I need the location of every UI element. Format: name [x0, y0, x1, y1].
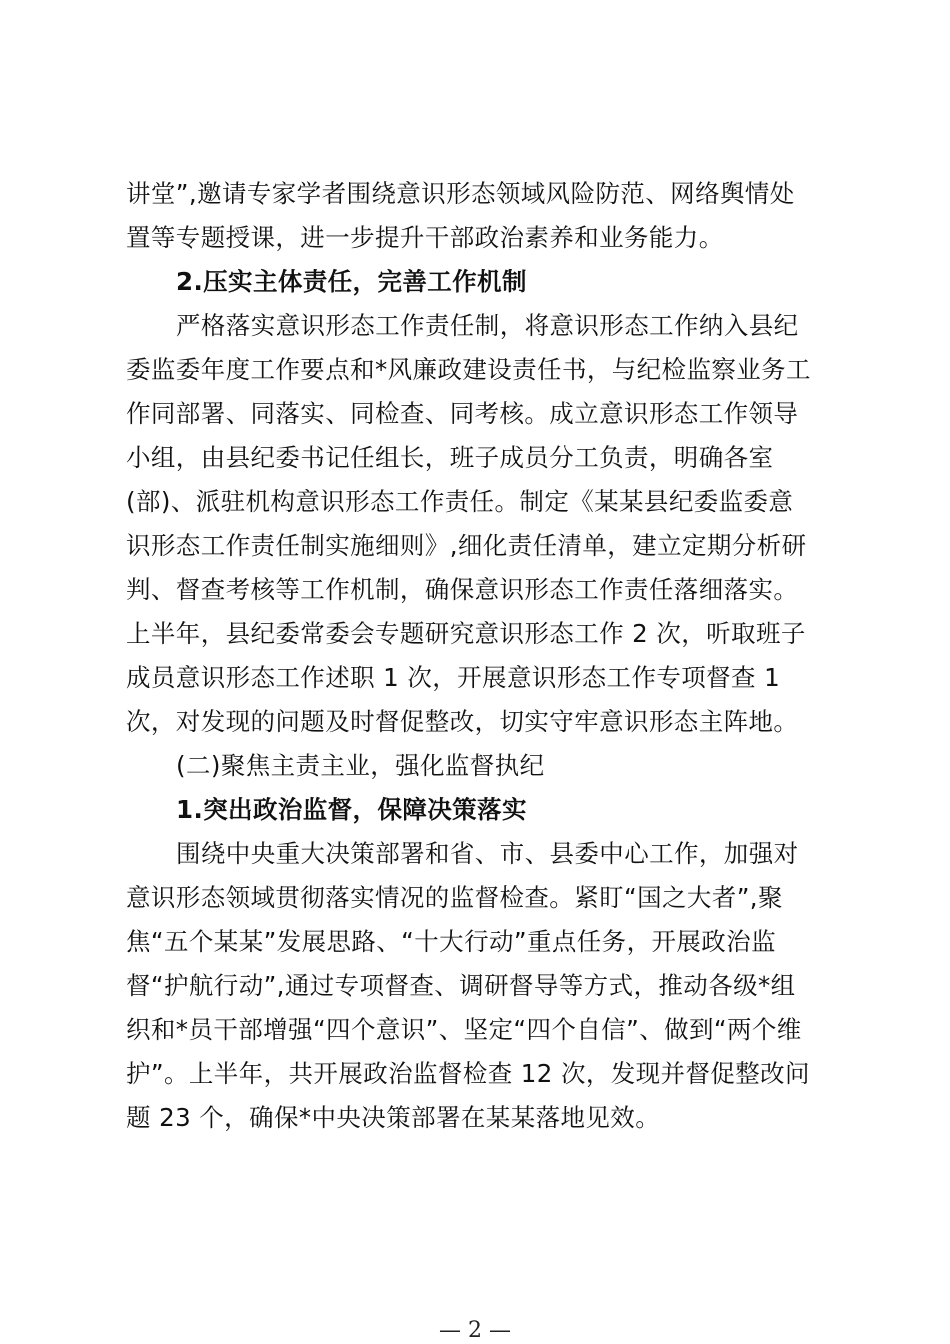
subsection-heading: (二)聚焦主责主业，强化监督执纪	[176, 751, 545, 780]
text-line: 置等专题授课，进一步提升干部政治素养和业务能力。	[126, 223, 724, 252]
text-line: 委监委年度工作要点和*风廉政建设责任书，与纪检监察业务工	[126, 355, 811, 384]
text-line: 小组，由县纪委书记任组长，班子成员分工负责，明确各室	[126, 443, 774, 472]
paragraph-start: 围绕中央重大决策部署和省、市、县委中心工作，加强对	[176, 839, 799, 868]
paragraph-start: 严格落实意识形态工作责任制，将意识形态工作纳入县纪	[176, 311, 799, 340]
text-line: 织和*员干部增强“四个意识”、坚定“四个自信”、做到“两个维	[126, 1015, 802, 1044]
text-line: 护”。上半年，共开展政治监督检查 12 次，发现并督促整改问	[126, 1059, 810, 1088]
text-line: 题 23 个，确保*中央决策部署在某某落地见效。	[126, 1103, 661, 1132]
text-line: 讲堂”,邀请专家学者围绕意识形态领域风险防范、网络舆情处	[126, 179, 795, 208]
page-number: — 2 —	[439, 1318, 511, 1343]
body-text	[126, 172, 831, 1140]
text-line: 识形态工作责任制实施细则》,细化责任清单，建立定期分析研	[126, 531, 807, 560]
text-line: (部)、派驻机构意识形态工作责任。制定《某某县纪委监委意	[126, 487, 794, 516]
text-line: 焦“五个某某”发展思路、“十大行动”重点任务，开展政治监	[126, 927, 776, 956]
text-line: 意识形态领域贯彻落实情况的监督检查。紧盯“国之大者”,聚	[126, 883, 783, 912]
text-line: 成员意识形态工作述职 1 次，开展意识形态工作专项督查 1	[126, 663, 781, 692]
text-line: 督“护航行动”,通过专项督查、调研督导等方式，推动各级*组	[126, 971, 796, 1000]
text-line: 判、督查考核等工作机制，确保意识形态工作责任落细落实。	[126, 575, 799, 604]
section-heading: 2.压实主体责任，完善工作机制	[176, 267, 527, 296]
text-line: 次，对发现的问题及时督促整改，切实守牢意识形态主阵地。	[126, 707, 799, 736]
section-heading: 1.突出政治监督，保障决策落实	[176, 795, 527, 824]
text-line: 上半年，县纪委常委会专题研究意识形态工作 2 次，听取班子	[126, 619, 806, 648]
text-line: 作同部署、同落实、同检查、同考核。成立意识形态工作领导	[126, 399, 799, 428]
